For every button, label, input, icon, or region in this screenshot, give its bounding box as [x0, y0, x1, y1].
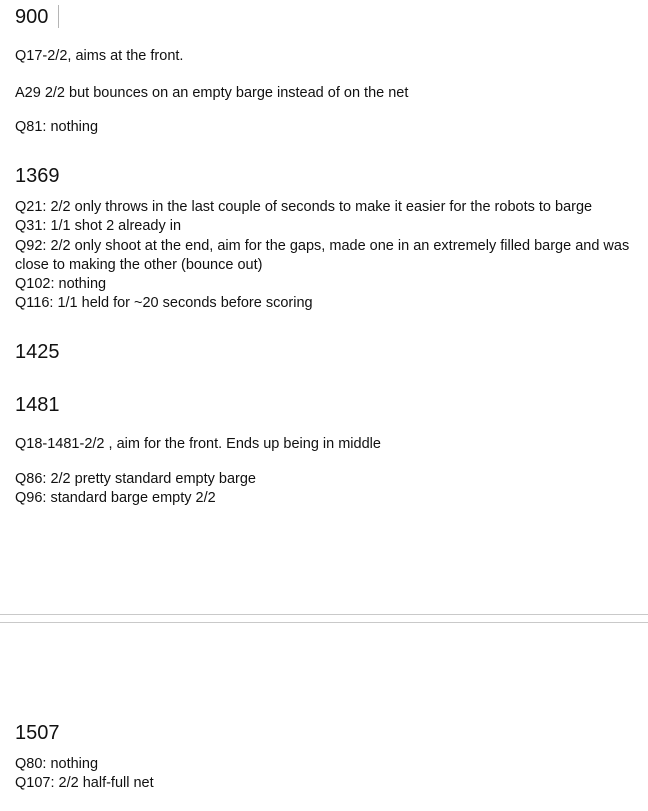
team-heading-1369[interactable]: 1369 — [15, 165, 60, 187]
note-line[interactable]: Q86: 2/2 pretty standard empty barge — [15, 471, 256, 487]
team-heading-1425[interactable]: 1425 — [15, 341, 60, 363]
note-line[interactable]: Q102: nothing — [15, 276, 107, 292]
team-heading-900[interactable]: 900 — [15, 6, 49, 28]
team-heading-1481[interactable]: 1481 — [15, 394, 60, 416]
note-line[interactable]: Q80: nothing — [15, 756, 99, 772]
note-line[interactable]: Q96: standard barge empty 2/2 — [15, 490, 216, 506]
note-line[interactable]: Q107: 2/2 half-full net — [15, 775, 154, 791]
note-line[interactable]: Q21: 2/2 only throws in the last couple of seconds to make it easier for the robots to barge — [15, 199, 593, 215]
note-line[interactable]: Q92: 2/2 only shoot at the end, aim for the gaps, made one in an extremely filled barge and was close to making the other (bounce out) — [15, 238, 630, 273]
text-cursor — [58, 5, 59, 28]
note-line[interactable]: A29 2/2 but bounces on an empty barge instead of on the net — [15, 85, 409, 101]
note-line[interactable]: Q18-1481-2/2 , aim for the front. Ends up being in middle — [15, 436, 381, 452]
page-break — [0, 614, 648, 623]
note-line[interactable]: Q81: nothing — [15, 119, 99, 135]
note-line[interactable]: Q31: 1/1 shot 2 already in — [15, 218, 182, 234]
note-line[interactable]: Q17-2/2, aims at the front. — [15, 48, 184, 64]
team-heading-1507[interactable]: 1507 — [15, 722, 60, 744]
note-line[interactable]: Q116: 1/1 held for ~20 seconds before scoring — [15, 295, 313, 311]
document-page — [0, 623, 648, 811]
